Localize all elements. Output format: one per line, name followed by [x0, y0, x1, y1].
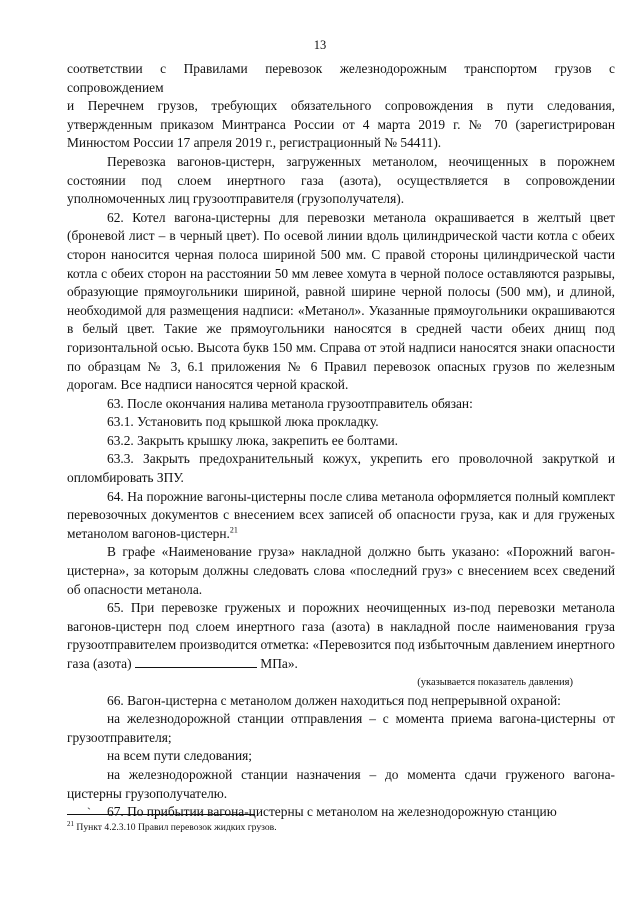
paragraph-62: 62. Котел вагона-цистерны для перевозки метанола окрашивается в желтый цвет (броневой лист – в черный цвет). По осевой линии вдоль цилиндрической части котла с обеих сторон наносится черная полоса шириной 500 мм. С правой стороны цилиндрической части котла с обеих сторон на расстоянии 50 мм левее хомута в черной полосе оставляются разрывы, образующие прямоугольники шириной, равной ширине черной полосы (500 мм), и длиной, необходимой для размещения надписи: «Метанол». Указанные прямоугольники окрашиваются в белый цвет. Такие же прямоугольники наносятся в средней части обеих днищ под горизонтальной осью. Высота букв 150 мм. Справа от этой надписи наносятся знаки опасности по образцам № 3, 6.1 приложения № 6 Правил перевозок опасных грузов по железным дорогам. Все надписи наносятся черной краской. — [67, 209, 615, 393]
paragraph-63-2: 63.2. Закрыть крышку люка, закрепить ее болтами. — [107, 432, 398, 448]
paragraph: и Перечнем грузов, требующих обязательного сопровождения в пути следования, утвержденным приказом Минтранса России от 4 марта 2019 г. № 70 (зарегистрирован Минюстом России 17 апреля 2019 г., регистрационный № 54411). — [67, 98, 615, 151]
paragraph: на всем пути следования; — [107, 748, 253, 764]
paragraph: на железнодорожной станции отправления – с момента приема вагона-цистерны от грузоотправителя; — [67, 711, 615, 745]
page-number: 13 — [313, 38, 327, 52]
paragraph-66: 66. Вагон-цистерна с метанолом должен находиться под непрерывной охраной: — [107, 692, 561, 708]
blank-caption: (указывается показатель давления) — [417, 676, 573, 688]
paragraph-64-text: 64. На порожние вагоны-цистерны после слива метанола оформляется полный комплект перевозочных документов с внесением всех записей об опасности груза, как и для груженых метанолом вагонов-цистерн. — [67, 488, 615, 541]
paragraph-67-text: 67. По прибытии вагона-цистерны с метанолом на железнодорожную станцию — [107, 804, 557, 820]
paragraph-63: 63. После окончания налива метанола грузоотправитель обязан: — [107, 395, 473, 411]
paragraph: В графе «Наименование груза» накладной должно быть указано: «Порожний вагон-цистерна», за которым должны следовать слова «последний груз» с внесением всех сведений об опасности метанола. — [67, 544, 615, 597]
margin-mark: ` — [87, 805, 91, 820]
pressure-blank-line — [135, 655, 257, 668]
footnote-text: Пункт 4.2.3.10 Правил перевозок жидких грузов. — [76, 822, 277, 833]
pressure-unit: МПа». — [260, 656, 298, 671]
document-body — [67, 60, 615, 822]
paragraph-63-1: 63.1. Установить под крышкой люка прокладку. — [107, 414, 379, 430]
paragraph: соответствии с Правилами перевозок железнодорожным транспортом грузов с сопровождением — [67, 61, 615, 95]
footnote-number: 21 — [67, 819, 74, 828]
paragraph-67 — [67, 803, 615, 822]
paragraph-65-text: 65. При перевозке груженых и порожних неочищенных из-под перевозки метанола вагонов-цистерн под слоем инертного газа (азота) в накладной после наименования груза грузоотправителем производится отметка: «Перевозится под избыточным давлением инертного газа (азота) — [67, 600, 615, 671]
paragraph-65 — [67, 599, 615, 673]
footnote-divider — [67, 814, 255, 815]
footnote — [67, 819, 615, 834]
paragraph: Перевозка вагонов-цистерн, загруженных метанолом, неочищенных в порожнем состоянии под слоем инертного газа (азота), осуществляется в сопровождении уполномоченных лиц грузоотправителя (грузополучателя). — [67, 153, 615, 207]
paragraph: на железнодорожной станции назначения – до момента сдачи груженого вагона-цистерны грузополучателю. — [67, 766, 615, 801]
footnote-reference: 21 — [229, 525, 238, 535]
paragraph-64 — [67, 488, 615, 544]
paragraph-63-3: 63.3. Закрыть предохранительный кожух, укрепить его проволочной закруткой и опломбировать ЗПУ. — [67, 451, 615, 486]
